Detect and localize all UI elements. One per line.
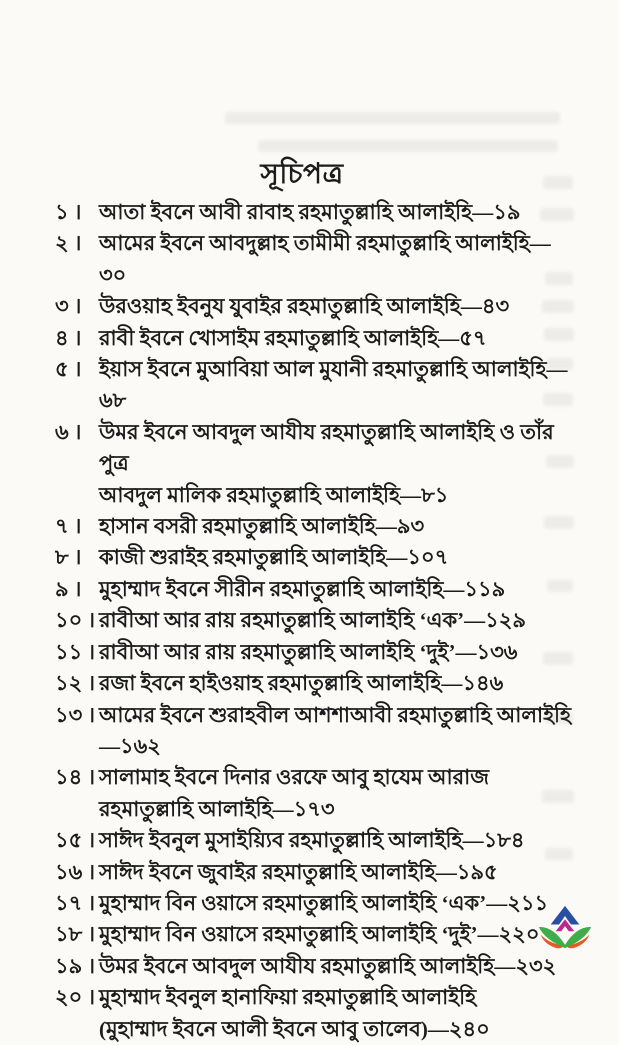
toc-entry <box>55 197 575 228</box>
entry-line: রহমাতুল্লাহি আলাইহি—১৭৩ <box>99 796 335 821</box>
toc-entry <box>55 982 575 1045</box>
entry-text <box>99 951 575 982</box>
entry-page-number: ৫৭ <box>459 325 487 350</box>
entry-text <box>99 857 575 888</box>
entry-number: ১২ । <box>55 671 96 696</box>
toc-entry <box>55 542 575 573</box>
toc-entry <box>55 291 575 322</box>
entry-number: ৪ । <box>55 325 82 350</box>
toc-entry <box>55 919 575 950</box>
entry-page-number: ২২০ <box>498 922 540 947</box>
toc-entry <box>55 825 575 856</box>
entry-line: সালামাহ ইবনে দিনার ওরফে আবু হাযেম আরাজ <box>99 765 490 790</box>
entry-text <box>99 605 575 636</box>
entry-number: ২ । <box>55 231 82 256</box>
entry-text <box>99 919 575 950</box>
toc-entry <box>55 354 575 417</box>
entry-number: ১৮ । <box>55 922 96 947</box>
toc-entry <box>55 228 575 291</box>
entry-line: কাজী শুরাইহ রহমাতুল্লাহি আলাইহি—১০৭ <box>99 545 449 570</box>
entry-page-number: ১৪৬ <box>462 671 504 696</box>
entry-text <box>99 354 575 417</box>
toc-entry <box>55 700 575 763</box>
toc-entry <box>55 511 575 542</box>
entry-line: মুহাম্মাদ ইবনে সীরীন রহমাতুল্লাহি আলাইহি—১১৯ <box>99 576 506 601</box>
entry-page-number: ৪৩ <box>481 294 510 319</box>
publisher-logo <box>538 902 592 952</box>
toc-entry <box>55 323 575 354</box>
entry-text <box>99 228 575 291</box>
entry-page-number: ১৯৫ <box>456 859 498 884</box>
entry-number: ১৪ । <box>55 765 96 790</box>
toc-entry <box>55 637 575 668</box>
entry-page-number: ১২৯ <box>485 608 527 633</box>
entry-page-number: ১৯ <box>493 200 521 224</box>
entry-line: (মুহাম্মাদ ইবনে আলী ইবনে আবু তালেব)—২৪০ <box>99 1016 490 1041</box>
toc-entry <box>55 857 575 888</box>
entry-text <box>99 323 575 354</box>
entry-number: ২০ । <box>55 985 96 1010</box>
entry-number: ১১ । <box>55 639 96 664</box>
toc-list <box>55 197 575 1045</box>
entry-number: ১৯ । <box>55 953 96 978</box>
entry-page-number: ১০৭ <box>407 545 449 570</box>
entry-page-number: ১৬২ <box>120 733 161 758</box>
entry-line: উমর ইবনে আবদুল আযীয রহমাতুল্লাহি আলাইহি ও তাঁর পুত্র <box>99 419 554 476</box>
entry-line: আতা ইবনে আবী রাবাহ রহমাতুল্লাহি আলাইহি—১৯ <box>99 200 521 224</box>
entry-line: রাবীআ আর রায় রহমাতুল্লাহি আলাইহি ‘দুই’—১৩৬ <box>99 639 518 664</box>
entry-number: ১০ । <box>55 608 96 633</box>
entry-line: উরওয়াহ ইবনুয যুবাইর রহমাতুল্লাহি আলাইহি—৪৩ <box>99 294 510 319</box>
entry-line: হাসান বসরী রহমাতুল্লাহি আলাইহি—৯৩ <box>99 514 425 539</box>
entry-text <box>99 982 575 1045</box>
toc-entry <box>55 762 575 825</box>
entry-text <box>99 197 575 228</box>
entry-number: ১ । <box>55 200 82 224</box>
toc-entry <box>55 574 575 605</box>
entry-text <box>99 668 575 699</box>
entry-page-number: ৬৮ <box>99 388 127 413</box>
entry-line: ইয়াস ইবনে মুআবিয়া আল মুযানী রহমাতুল্লাহি আলাইহি—৬৮ <box>99 357 568 413</box>
entry-page-number: ২৩২ <box>515 953 557 978</box>
page-title: সূচিপত্র <box>260 159 344 190</box>
entry-line: আবদুল মালিক রহমাতুল্লাহি আলাইহি—৮১ <box>99 482 449 507</box>
entry-text <box>99 825 575 856</box>
entry-text <box>99 762 575 825</box>
entry-text <box>99 888 575 919</box>
entry-text <box>99 417 575 511</box>
entry-line: সাঈদ ইবনুল মুসাইয়্যিব রহমাতুল্লাহি আলাইহি—১৮৪ <box>99 828 525 853</box>
entry-line: রজা ইবনে হাইওয়াহ রহমাতুল্লাহি আলাইহি—১৪৬ <box>99 671 504 696</box>
entry-page-number: ১৭৩ <box>293 796 335 821</box>
entry-text <box>99 574 575 605</box>
entry-line: রাবী ইবনে খোসাইম রহমাতুল্লাহি আলাইহি—৫৭ <box>99 325 487 350</box>
toc-entry <box>55 417 575 511</box>
entry-text <box>99 511 575 542</box>
entry-line: আমের ইবনে শুরাহবীল আশশাআবী রহমাতুল্লাহি আলাইহি—১৬২ <box>99 702 572 758</box>
entry-line: আমের ইবনে আবদুল্লাহ তামীমী রহমাতুল্লাহি আলাইহি—৩০ <box>99 231 551 287</box>
entry-page-number: ১১৯ <box>464 576 506 601</box>
entry-page-number: ৮১ <box>421 482 449 507</box>
entry-number: ১৫ । <box>55 828 96 853</box>
entry-line: মুহাম্মাদ বিন ওয়াসে রহমাতুল্লাহি আলাইহি ‘এক’—২১১ <box>99 890 549 915</box>
entry-number: ১৬ । <box>55 859 96 884</box>
entry-page-number: ৩০ <box>99 262 127 287</box>
entry-number: ৯ । <box>55 576 82 601</box>
entry-number: ১৭ । <box>55 890 96 915</box>
entry-text <box>99 637 575 668</box>
entry-number: ১৩ । <box>55 702 96 727</box>
entry-line: সাঈদ ইবনে জুবাইর রহমাতুল্লাহি আলাইহি—১৯৫ <box>99 859 498 884</box>
entry-text <box>99 291 575 322</box>
entry-text <box>99 700 575 763</box>
entry-page-number: ১৩৬ <box>476 639 518 664</box>
entry-number: ৬ । <box>55 419 82 444</box>
toc-entry <box>55 888 575 919</box>
entry-page-number: ৯৩ <box>396 514 425 539</box>
entry-number: ৭ । <box>55 514 82 539</box>
entry-page-number: ২১১ <box>507 890 549 915</box>
toc-entry <box>55 951 575 982</box>
entry-line: রাবীআ আর রায় রহমাতুল্লাহি আলাইহি ‘এক’—১২৯ <box>99 608 527 633</box>
entry-line: উমর ইবনে আবদুল আযীয রহমাতুল্লাহি আলাইহি—২৩২ <box>99 953 557 978</box>
toc-entry <box>55 668 575 699</box>
toc-entry <box>55 605 575 636</box>
entry-line: মুহাম্মাদ ইবনুল হানাফিয়া রহমাতুল্লাহি আলাইহি <box>99 985 477 1010</box>
entry-page-number: ২৪০ <box>448 1016 490 1041</box>
entry-number: ৫ । <box>55 357 82 382</box>
entry-number: ৮ । <box>55 545 82 570</box>
entry-number: ৩ । <box>55 294 82 319</box>
entry-page-number: ১৮৪ <box>483 828 525 853</box>
entry-text <box>99 542 575 573</box>
entry-line: মুহাম্মাদ বিন ওয়াসে রহমাতুল্লাহি আলাইহি ‘দুই’—২২০ <box>99 922 540 947</box>
